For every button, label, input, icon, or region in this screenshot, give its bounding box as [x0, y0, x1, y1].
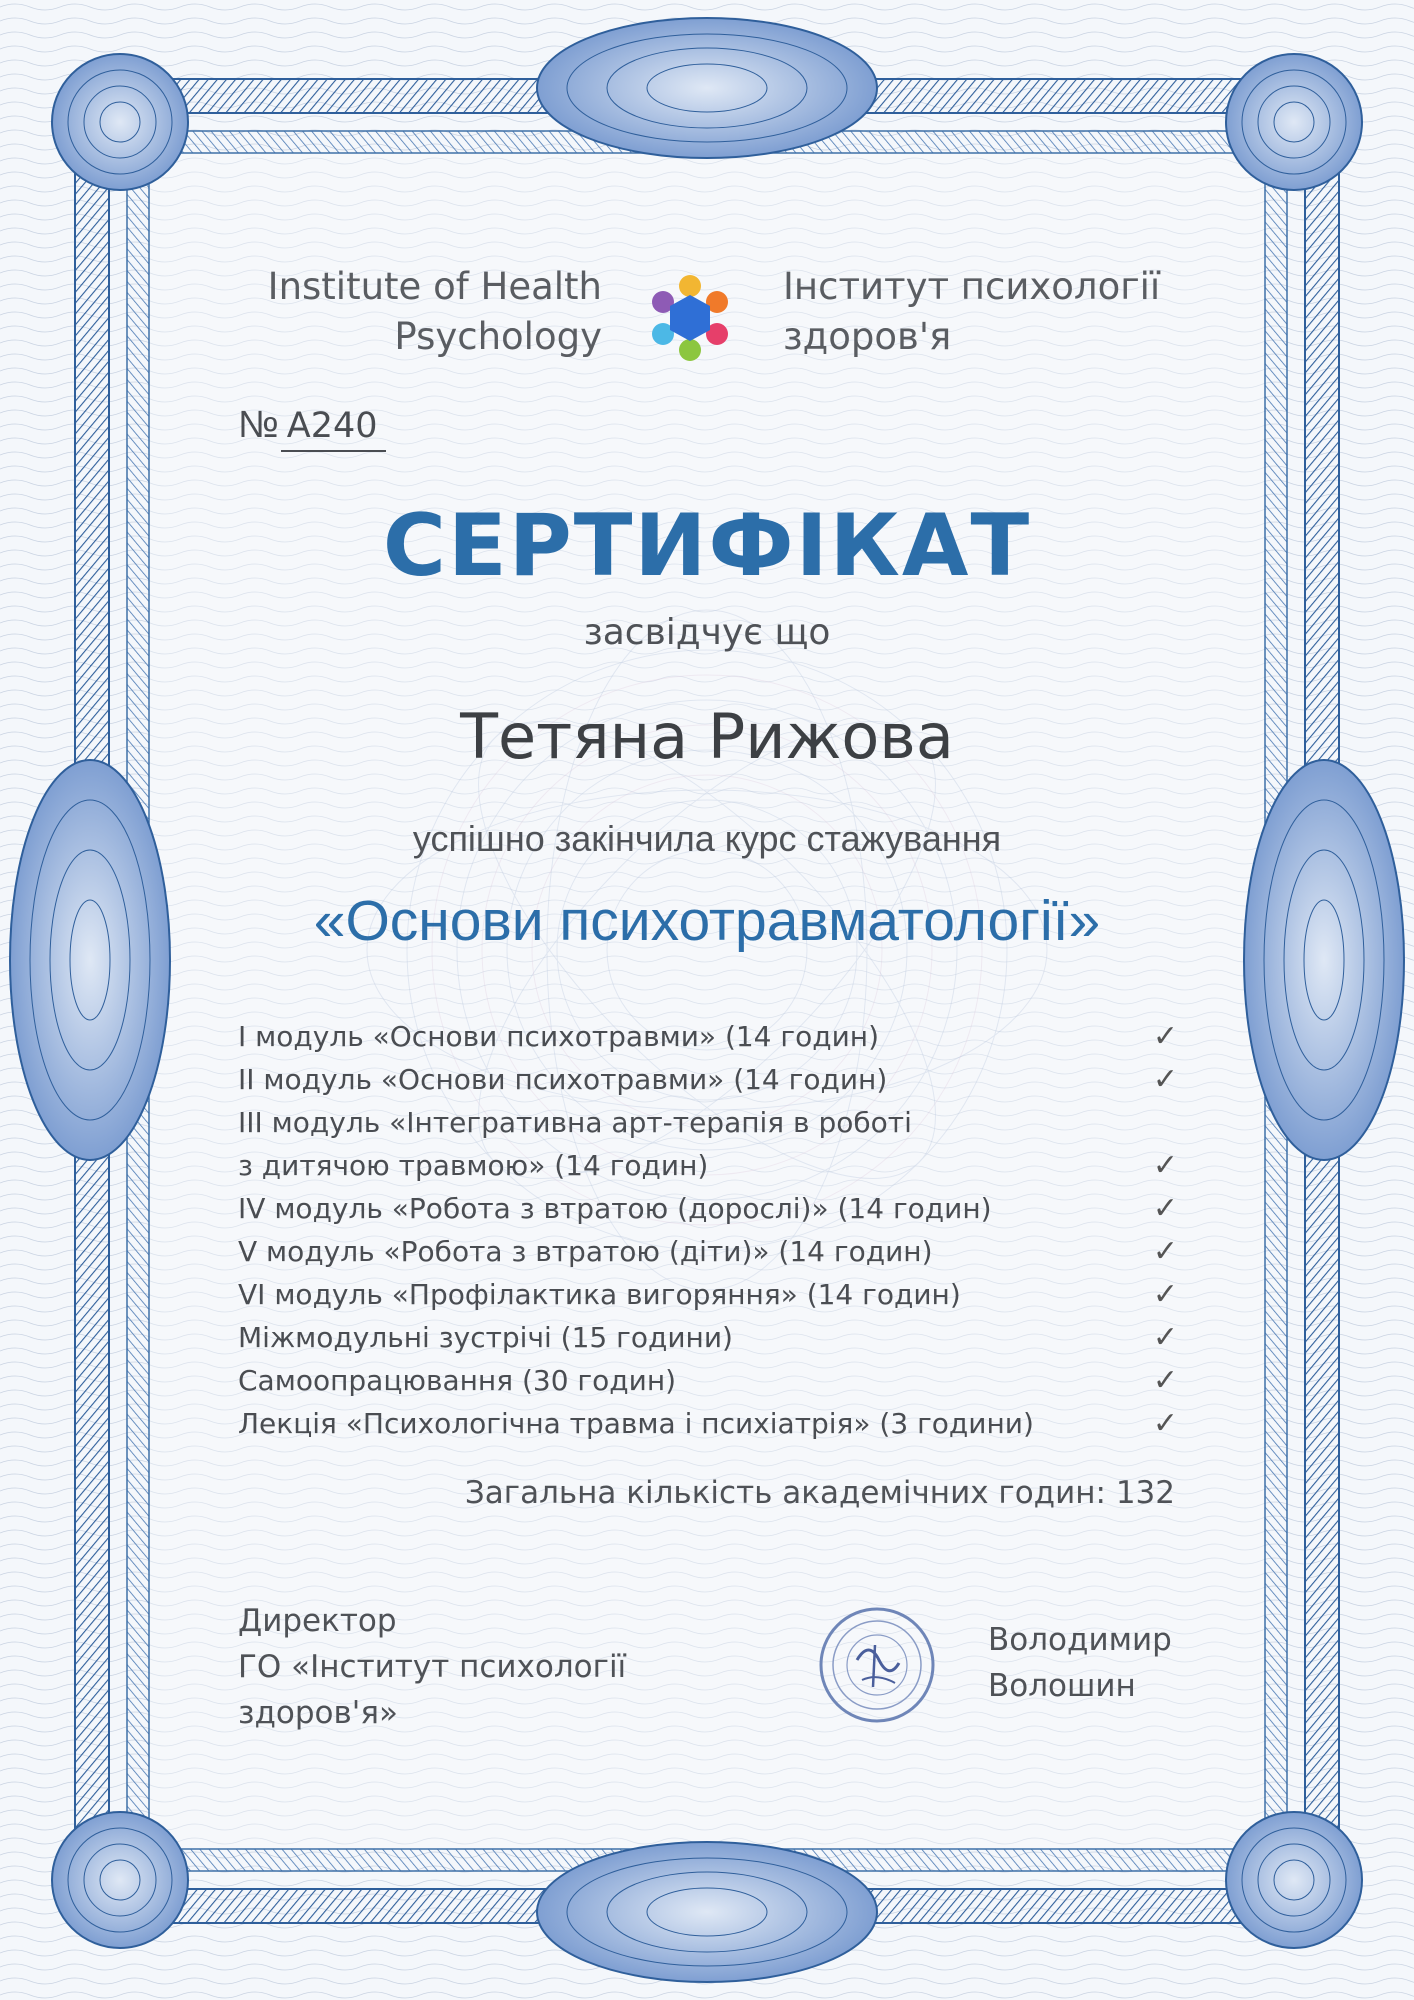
certificate-number-value: A240 [281, 406, 386, 452]
course-name: «Основи психотравматології» [313, 889, 1101, 953]
brand-name-english: Institute of Health Psychology [267, 265, 602, 358]
module-item: з дитячою травмою» (14 годин) ✓ [238, 1144, 1178, 1187]
director-title: Директор ГО «Інститут психології здоров'я» [238, 1603, 627, 1731]
checkmark-icon: ✓ [1152, 1277, 1178, 1312]
total-hours: Загальна кількість академічних годин: 132 [464, 1475, 1175, 1511]
checkmark-icon: ✓ [1152, 1320, 1178, 1355]
checkmark-icon: ✓ [1152, 1363, 1178, 1398]
number-sign: № [238, 404, 279, 446]
official-stamp-icon [817, 1605, 937, 1725]
checkmark-icon: ✓ [1152, 1234, 1178, 1269]
recipient-name: Тетяна Рижова [460, 700, 954, 773]
module-item: IV модуль «Робота з втратою (дорослі)» (14 годин) ✓ [238, 1187, 1178, 1230]
module-item: Самоопрацювання (30 годин) ✓ [238, 1359, 1178, 1402]
module-item: Міжмодульні зустрічі (15 години) ✓ [238, 1316, 1178, 1359]
module-list [238, 1015, 1178, 1445]
module-item: Лекція «Психологічна травма і психіатрія» (3 години) ✓ [238, 1402, 1178, 1445]
checkmark-icon: ✓ [1152, 1148, 1178, 1183]
institute-logo-icon [640, 268, 740, 368]
module-item: V модуль «Робота з втратою (діти)» (14 годин) ✓ [238, 1230, 1178, 1273]
checkmark-icon: ✓ [1152, 1406, 1178, 1441]
checkmark-icon: ✓ [1152, 1019, 1178, 1054]
certificate-title: СЕРТИФІКАТ [382, 496, 1032, 596]
module-item: I модуль «Основи психотравми» (14 годин) ✓ [238, 1015, 1178, 1058]
brand-name-ukrainian: Інститут психології здоров'я [783, 265, 1161, 358]
attests-text: засвідчує що [583, 612, 831, 653]
module-item: II модуль «Основи психотравми» (14 годин) ✓ [238, 1058, 1178, 1101]
module-item: III модуль «Інтегративна арт-терапія в роботі [238, 1106, 912, 1139]
module-item: VI модуль «Профілактика вигоряння» (14 годин) ✓ [238, 1273, 1178, 1316]
signer-name: Володимир Волошин [988, 1622, 1172, 1704]
certificate-number [238, 402, 386, 452]
checkmark-icon: ✓ [1152, 1062, 1178, 1097]
completion-text: успішно закінчила курс стажування [412, 818, 1002, 859]
checkmark-icon: ✓ [1152, 1191, 1178, 1226]
